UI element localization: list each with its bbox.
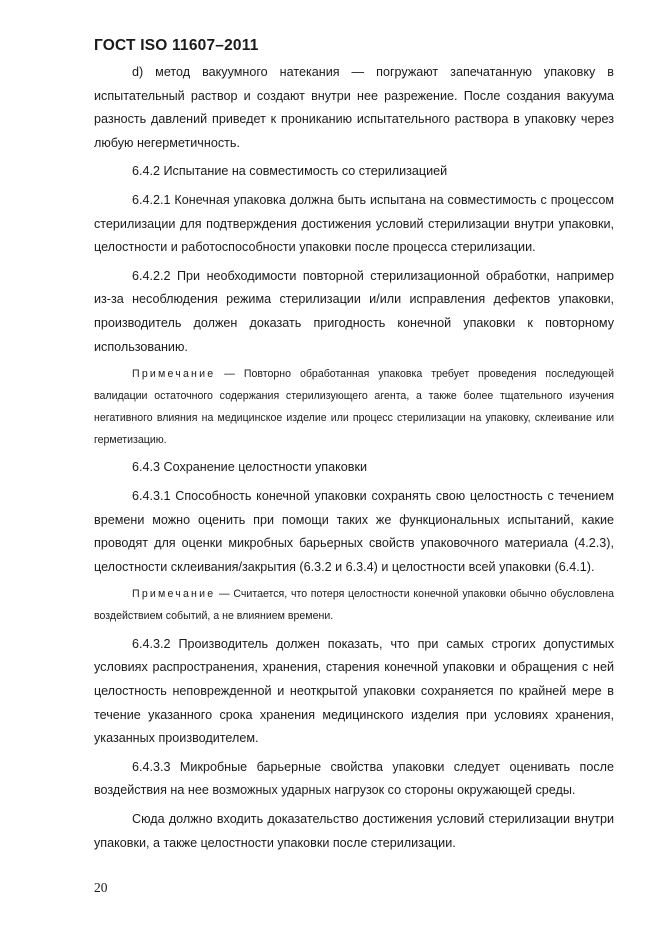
paragraph-6-4-2-1: 6.4.2.1 Конечная упаковка должна быть испытана на совместимость с процессом стерилизации для подтверждения достижения условий стерилизации внутри упаковки, целостности и работоспособности упаковки после процесса стерилизации. — [94, 192, 614, 255]
note-2-label: Примечание — [132, 588, 216, 601]
paragraph-vacuum-method: d) метод вакуумного натекания — погружают запечатанную упаковку в испытательный раствор и создают внутри нее разрежение. После создания вакуума разность давлений приведет к прониканию испытательного раствора в упаковку через любую негерметичность. — [94, 65, 614, 150]
section-heading-6-4-3: 6.4.3 Сохранение целостности упаковки — [132, 460, 368, 475]
paragraph-6-4-3-3: 6.4.3.3 Микробные барьерные свойства упаковки следует оценивать после воздействия на нее возможных ударных нагрузок со стороны окружающей среды. — [94, 759, 614, 798]
document-header: ГОСТ ISO 11607–2011 — [94, 37, 259, 54]
paragraph-6-4-3-1: 6.4.3.1 Способность конечной упаковки сохранять свою целостность с течением времени можно оценить при помощи таких же функциональных испытаний, какие проводят для оценки микробных барьерных свойств упаковочного материала (4.2.3), целостности склеивания/закрытия (6.3.2 и 6.3.4) и целостности всей упаковки (6.4.1). — [94, 488, 614, 574]
note-2-text: — Считается, что потеря целостности конечной упаковки обычно обусловлена воздействием событий, а не влиянием времени. — [94, 588, 614, 623]
note-1 — [94, 364, 614, 451]
note-1-text: — Повторно обработанная упаковка требует проведения последующей валидации остаточного содержания стерилизующего агента, а также более тщательного изучения негативного влияния на медицинское изделие или процесс стерилизации на упаковку, склеивание или герметизацию. — [94, 368, 614, 446]
paragraph-final: Сюда должно входить доказательство достижения условий стерилизации внутри упаковки, а также целостности упаковки после стерилизации. — [94, 812, 614, 850]
page-body — [94, 61, 614, 855]
paragraph-6-4-3-2: 6.4.3.2 Производитель должен показать, что при самых строгих допустимых условиях распространения, хранения, старения конечной упаковки и обращения с ней целостность неповрежденной и неоткрытой упаковки сохраняется по крайней мере в течение указанного срока хранения медицинского изделия при условиях хранения, указанных производителем. — [94, 636, 614, 746]
note-2 — [94, 584, 614, 628]
paragraph-6-4-2-2: 6.4.2.2 При необходимости повторной стерилизационной обработки, например из-за несоблюдения режима стерилизации и/или исправления дефектов упаковки, производитель должен доказать пригодность конечной упаковки к повторному использованию. — [94, 268, 614, 354]
section-heading-6-4-2: 6.4.2 Испытание на совместимость со стерилизацией — [132, 164, 448, 179]
page-number: 20 — [94, 880, 108, 895]
note-1-label: Примечание — [132, 368, 216, 381]
